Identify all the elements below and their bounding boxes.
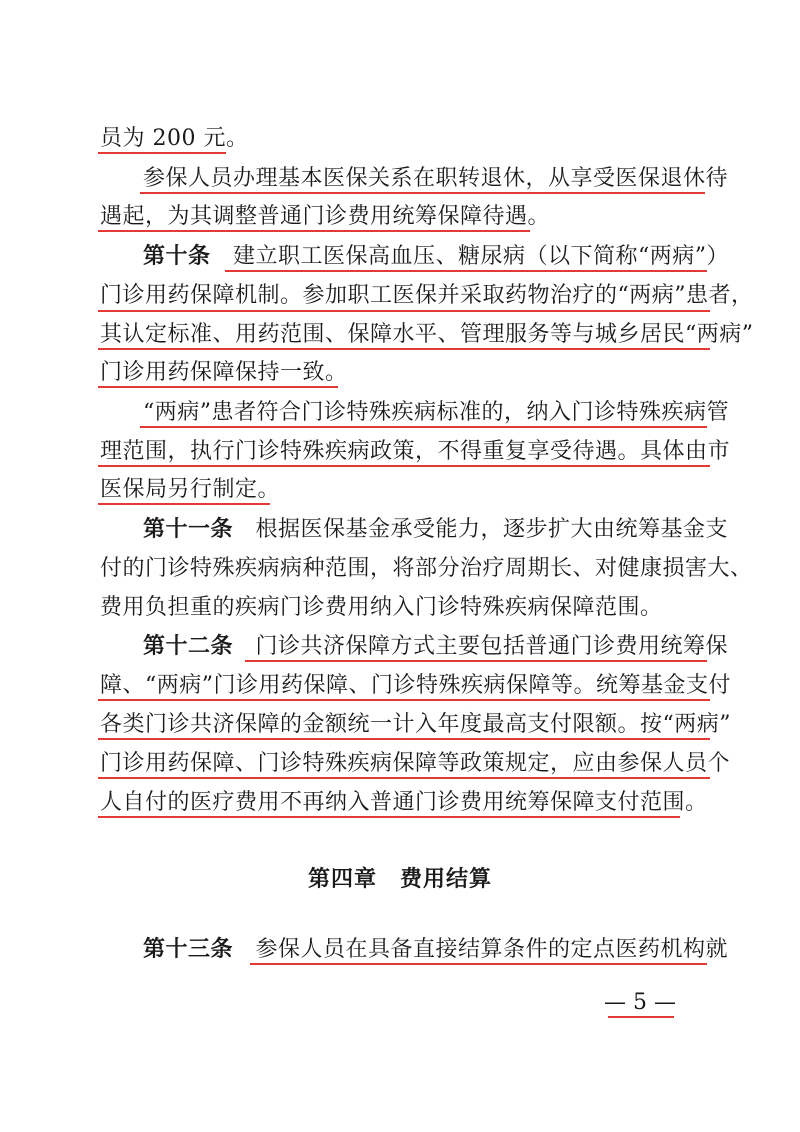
red-underline (98, 230, 530, 232)
text-line: “两病”患者符合门诊特殊疾病标准的，纳入门诊特殊疾病管 (143, 400, 729, 425)
text-line: 人自付的医疗费用不再纳入普通门诊费用统筹保障支付范围。 (100, 790, 708, 815)
red-underline (98, 348, 710, 350)
text-line: 障、“两病”门诊用药保障、门诊特殊疾病保障等。统筹基金支付 (100, 673, 731, 698)
red-underline (98, 738, 710, 740)
article-number: 第十条 (143, 244, 211, 269)
red-underline (140, 426, 707, 428)
article-number: 第十一条 (143, 517, 234, 542)
article-line: 第十一条 根据医保基金承受能力，逐步扩大由统筹基金支 (143, 517, 729, 542)
red-underline (98, 503, 270, 505)
red-underline (98, 310, 710, 312)
text-line: 费用负担重的疾病门诊费用纳入门诊特殊疾病保障范围。 (100, 595, 663, 620)
text-line: 参保人员办理基本医保关系在职转退休，从享受医保退休待 (143, 166, 729, 191)
text-line: 门诊用药保障保持一致。 (100, 360, 348, 385)
red-underline (98, 699, 710, 701)
red-underline (98, 386, 338, 388)
article-number: 第十三条 (143, 937, 234, 962)
red-underline (250, 963, 707, 965)
text-line: 门诊用药保障、门诊特殊疾病保障等政策规定，应由参保人员个 (100, 751, 731, 776)
red-underline (98, 777, 710, 779)
red-underline (225, 270, 707, 272)
red-underline (608, 1016, 674, 1018)
text-line: 门诊用药保障机制。参加职工医保并采取药物治疗的“两病”患者， (100, 283, 754, 308)
text-line: 付的门诊特殊疾病病种范围，将部分治疗周期长、对健康损害大、 (100, 556, 753, 581)
text-line: 医保局另行制定。 (100, 477, 281, 502)
text-line: 各类门诊共济保障的金额统一计入年度最高支付限额。按“两病” (100, 712, 731, 737)
text-line: 其认定标准、用药范围、保障水平、管理服务等与城乡居民“两病” (100, 322, 754, 347)
text-line: 遇起，为其调整普通门诊费用统筹保障待遇。 (100, 204, 551, 229)
red-underline (98, 152, 226, 154)
red-underline (245, 660, 707, 662)
article-line: 第十三条 参保人员在具备直接结算条件的定点医药机构就 (143, 937, 729, 962)
article-line: 第十条 建立职工医保高血压、糖尿病（以下简称“两病”） (143, 244, 730, 269)
red-underline (140, 192, 705, 194)
text-line: 理范围，执行门诊特殊疾病政策，不得重复享受待遇。具体由市 (100, 439, 731, 464)
article-number: 第十二条 (143, 634, 234, 659)
article-line: 第十二条 门诊共济保障方式主要包括普通门诊费用统筹保 (143, 634, 729, 659)
red-underline (98, 816, 680, 818)
text-line: 员为 200 元。 (100, 126, 249, 151)
page-number: — 5 — (604, 990, 676, 1015)
red-underline (98, 465, 710, 467)
chapter-title: 第四章 费用结算 (307, 867, 492, 892)
